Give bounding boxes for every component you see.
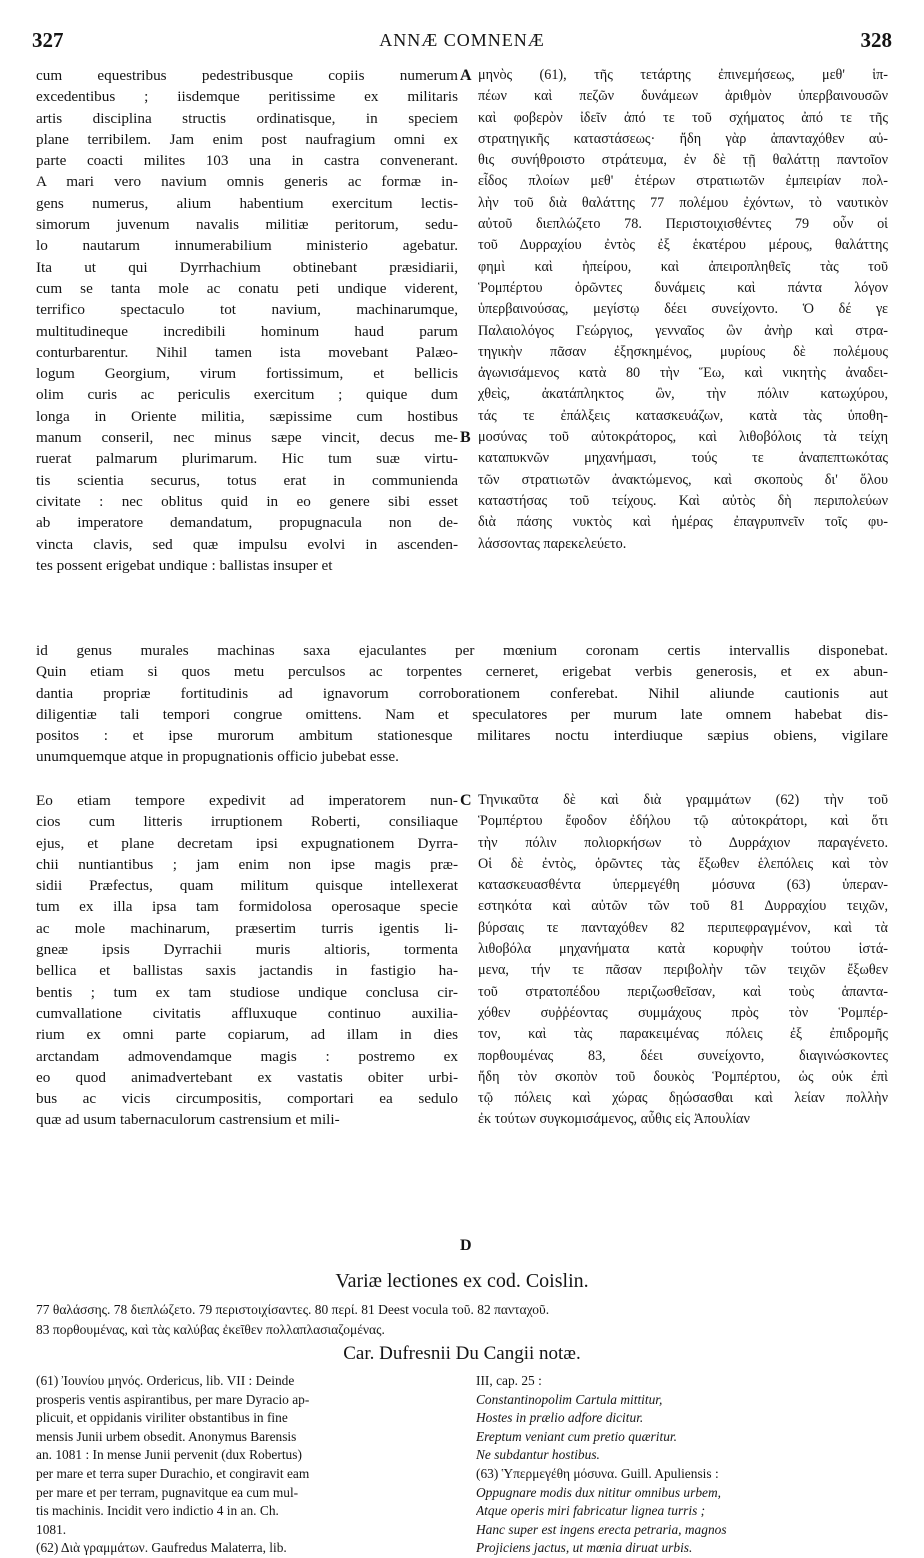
text-line: plane terribilem. Jam enim post naufragium omni ex	[36, 130, 458, 148]
text-line: πέων καὶ πεζῶν δυνάμεων ἀριθμὸν ὑπερβαινουσῶν	[478, 88, 888, 105]
text-line: Οἱ δὲ ἐντὸς, ὁρῶντες τὰς ἔξωθεν ἑλεπόλεις καὶ τὸν	[478, 855, 888, 872]
text-line: φημὶ καὶ ἠπείρου, καὶ ἀπειροπληθεῖς τὰς τοῦ	[478, 258, 888, 275]
note-line: an. 1081 : In mense Junii pervenit (dux Robertus)	[36, 1447, 302, 1463]
text-line: bentis ; tum ex tam studiose undique conclusa cir-	[36, 983, 458, 1001]
margin-marker-a: A	[460, 67, 472, 84]
text-line: tis scientia securus, totus erat in communienda	[36, 471, 458, 489]
text-line: cios cum litteris irruptionem Roberti, consiliaque	[36, 813, 458, 831]
text-line: κατασκευασθέντα ὑπερμεγέθη μόσυνα (63) ὑπεραν-	[478, 877, 888, 894]
text-line: artis disciplina structis ordinatisque, in speciem	[36, 109, 458, 127]
note-line: plicuit, et oppidanis viriliter obstantibus in fine	[36, 1410, 288, 1426]
text-line: logum Georgium, virum fortissimum, et bellicis	[36, 365, 458, 383]
note-line: Ne subdantur hostibus.	[476, 1447, 600, 1463]
text-line: olim curis ac periculis exercitum ; quique dum	[36, 386, 458, 404]
greek-column-bottom	[478, 790, 888, 1131]
text-line: θις συνήθροιστο στράτευμα, ἐν δὲ τῇ θαλάττῃ παντοῖον	[478, 152, 888, 169]
text-line: λάσσοντας παρεκελεύετο.	[478, 535, 627, 552]
text-line: ruerat palmarum plurimarum. Hic tum suæ virtu-	[36, 450, 458, 468]
text-line: τοῦ Δυρραχίου ἐντὸς ἐξ ἑκατέρου μέρους, θαλάττης	[478, 237, 888, 254]
text-line: τῷ πόλεις καὶ χώρας δῃώσασθαι καὶ λείαν πολλὴν	[478, 1090, 888, 1107]
note-line: tis machinis. Incidit vero indictio 4 in an. Ch.	[36, 1503, 279, 1519]
text-line: καὶ φοβερὸν ἰδεῖν ἀπό τε τοῦ σχήματος ἀπό τε τῆς	[478, 109, 888, 126]
text-line: id genus murales machinas saxa ejaculantes per mœnium coronam certis intervallis disponebat.	[36, 642, 888, 659]
text-line: multitudineque incredibili hominum haud parum	[36, 322, 458, 340]
text-line: Ῥομπέρτου ἔφοδον ἐδήλου τῷ αὐτοκράτορι, καὶ ὅτι	[478, 813, 888, 830]
text-line: vincta clavis, sed quæ impulsu evolvi in ascenden-	[36, 535, 458, 553]
text-line: Παλαιολόγος Γεώργιος, γενναῖος ὢν ἀνὴρ καὶ στρα-	[478, 322, 888, 339]
running-title: ANNÆ COMNENÆ	[379, 30, 545, 50]
note-line: Hanc super est ingens erecta petraria, magnos	[476, 1521, 727, 1537]
text-line: Quin etiam si quos metu perculsos ac torpentes cerneret, erigebat verbis generosis, et ex abun-	[36, 663, 888, 681]
note-line: Oppugnare modis dux nititur omnibus urbem,	[476, 1484, 721, 1500]
greek-column-top	[478, 65, 888, 555]
latin-column-bottom	[36, 790, 458, 1131]
text-line: μηνὸς (61), τῆς τετάρτης ἐπινεμήσεως, μεθ' ἱπ-	[478, 67, 888, 83]
note-line: mensis Junii urbem obsedit. Anonymus Barensis	[36, 1428, 297, 1444]
text-line: ἀγωνισάμενος κατὰ 80 τὴν Ἕω, καὶ νικητὴς ἀναδει-	[478, 365, 888, 382]
text-line: Ῥομπέρτου ὁρῶντες δυνάμεις καὶ πάντα λόγον	[478, 279, 888, 296]
variae-lectiones-heading: Variæ lectiones ex cod. Coislin.	[335, 1270, 589, 1292]
text-line: 83 πορθουμένας, καὶ τὰς καλύβας ἐκεῖθεν πολλαπλασιαζομένας.	[36, 1322, 385, 1337]
text-line: εστηκότα καὶ αὐτῶν τῶν τοῦ 81 Δυρραχίου τειχῶν,	[478, 898, 888, 915]
text-line: civitate : nec oblitus quid in eo genere sibi esset	[36, 492, 458, 510]
variae-lectiones-list	[36, 1300, 888, 1340]
text-line: χθεὶς, ἀκατάπληκτος ὢν, τὴν πόλιν κατωχύρου,	[478, 386, 888, 403]
text-line: quæ ad usum tabernaculorum castrensium et mili-	[36, 1111, 340, 1129]
notes-column-right	[476, 1372, 888, 1558]
note-line: Hostes in prælio adfore dicitur.	[476, 1410, 644, 1426]
text-line: excedentibus ; iisdemque peritissime ex militaris	[36, 88, 458, 106]
text-line: eo quod animadvertebant ex vastatis obiter urbi-	[36, 1068, 458, 1086]
text-line: τῶν στρατιωτῶν ἀνακτώμενος, καὶ σκοποὺς δι' ὅλου	[478, 471, 888, 488]
text-line: καταστήσας τοῦ τείχους. Καὶ αὐτὸς δὴ περιπολεύων	[478, 492, 888, 509]
text-line: gneæ ipsis Dyrrachii muris altioris, tormenta	[36, 941, 458, 959]
text-line: ὑπερβαινούσας, μεγίστῳ δέει συνείχοντο. Ὁ δέ γε	[478, 301, 888, 318]
text-line: gens numerus, alium habentium exercitum lectis-	[36, 194, 458, 212]
text-line: εἶδος πλοίων μεθ' ἑτέρων στρατιωτῶν ἐμπειρίαν πολ-	[478, 173, 888, 190]
text-line: bellica et ballistas saxis jactandis in fastigio ha-	[36, 962, 458, 980]
note-line: Constantinopolim Cartula mittitur,	[476, 1391, 663, 1407]
text-line: positos : et ipse murorum ambitum stationesque militares noctu interdiuque sæpius obiens, vigilare	[36, 727, 888, 745]
text-line: λιθοβόλα μηχανήματα κατὰ κορυφὴν τούτου ἱστά-	[478, 941, 888, 958]
text-line: rium ex omni parte copiarum, ad illam in dies	[36, 1026, 458, 1044]
text-line: μοσύνας τοῦ αὐτοκράτορος, καὶ λιθοβόλοις τὰ τείχη	[478, 429, 888, 446]
text-line: αὐτοῦ διεπλώζετο 78. Περιστοιχισθέντες 79 οὖν οἱ	[478, 216, 888, 233]
text-line: cum equestribus pedestribusque copiis numerum	[36, 67, 458, 84]
text-line: lo nautarum innumerabilium ministerio agebatur.	[36, 237, 458, 255]
text-line: τοῦ στρατοπέδου περιζωσθεῖσαν, καὶ τοὺς ἁπαντα-	[478, 983, 888, 1000]
text-line: cumvallatione civitatis affluxuque continuo auxilia-	[36, 1004, 458, 1022]
text-line: ἤδη τὸν σκοπὸν τοῦ δουκὸς Ῥομπέρτου, ὡς οὐκ ἐπὶ	[478, 1068, 888, 1085]
text-line: ἐκ τούτων συγκομισάμενος, αὖθις εἰς Ἀπουλίαν	[478, 1111, 750, 1128]
margin-marker-b: B	[460, 429, 471, 446]
page-number-right: 328	[860, 28, 892, 52]
text-line: Τηνικαῦτα δὲ καὶ διὰ γραμμάτων (62) τὴν τοῦ	[478, 792, 888, 808]
note-line: (61) Ἰουνίου μηνός. Ordericus, lib. VII : Deinde	[36, 1373, 295, 1388]
text-line: A mari vero navium omnis generis ac formæ in-	[36, 173, 458, 191]
note-line: per mare et per terram, pugnavitque ea cum mul-	[36, 1484, 299, 1500]
note-line: (63) Ὑπερμεγέθη μόσυνα. Guill. Apuliensis :	[476, 1465, 719, 1481]
text-line: arctandam admovendamque magis : postremo ex	[36, 1047, 458, 1065]
text-line: Ita ut qui Dyrrhachium obtinebant præsidiarii,	[36, 258, 458, 276]
text-line: καταπυκνῶν μηχανήμασι, τούς τε ἀναπεπτωκότας	[478, 450, 888, 467]
text-line: unumquemque atque in propugnationis officio jubebat esse.	[36, 748, 399, 766]
text-line: στρατηγικῆς καταστάσεως· ἤδη γὰρ ἁπανταχόθεν αὐ-	[478, 130, 888, 147]
page-number-left: 327	[32, 28, 64, 52]
text-line: manum conseril, nec minus sæpe vincit, decus me-	[36, 429, 458, 447]
text-line: ejus, et plane decretam ipsi expugnationem Dyrra-	[36, 834, 458, 852]
text-line: χόθεν συῤῥέοντας συμμάχους πρὸς τὸν Ῥομπέρ-	[478, 1004, 888, 1021]
text-line: longa in Oriente militia, sæpissime cum hostibus	[36, 407, 458, 425]
text-line: tes possent erigebat undique : ballistas insuper et	[36, 556, 333, 574]
margin-marker-d: D	[460, 1237, 472, 1254]
text-line: πορθουμένας 83, δέει συνείχοντο, διαγινώσκοντες	[478, 1047, 888, 1064]
text-line: conturbarentur. Nihil tamen ista movebant Palæo-	[36, 343, 458, 361]
note-line: Projiciens jactus, ut mœnia diruat urbis.	[476, 1540, 693, 1556]
text-line: parte coacti milites 103 una in castra convenerant.	[36, 152, 458, 170]
text-line: τηγικὴν πᾶσαν ἐξησκημένος, μυρίους δὲ πολέμους	[478, 343, 888, 360]
text-line: chii nuntiantibus ; jam enim non ipse magis præ-	[36, 855, 458, 873]
margin-marker-c: C	[460, 792, 472, 809]
text-line: μενα, τήν τε πᾶσαν περιβολὴν τῶν τειχῶν ἔξωθεν	[478, 962, 888, 979]
page-header	[0, 28, 924, 58]
notes-column-left	[36, 1372, 454, 1558]
note-line: 1081.	[36, 1521, 67, 1537]
text-line: terrifico spectaculo tot navium, machinarumque,	[36, 301, 458, 319]
text-line: simorum juvenum navalis militiæ peritorum, sedu-	[36, 216, 458, 234]
note-line: III, cap. 25 :	[476, 1373, 542, 1388]
text-line: τὴν πόλιν πολιορκήσων τὸ Δυρράχιον παραγένετο.	[478, 834, 888, 851]
text-line: ac mole machinarum, præsertim turris igentis li-	[36, 919, 458, 937]
text-line: diligentiæ tali tempori congrue omittens. Nam et speculatores per murum late omnem habebat dis-	[36, 705, 888, 723]
text-line: tum ex illa ipsa tam formidolosa operosaque specie	[36, 898, 458, 916]
text-line: Eo etiam tempore expedivit ad imperatorem nun-	[36, 792, 458, 809]
text-line: ab imperatore demandatum, propugnacula non de-	[36, 514, 458, 532]
text-line: 77 θαλάσσης. 78 διεπλώζετο. 79 περιστοιχίσαντες. 80 περί. 81 Deest vocula τοῦ. 82 πανταχοῦ.	[36, 1302, 550, 1317]
note-line: (62) Διὰ γραμμάτων. Gaufredus Malaterra, lib.	[36, 1540, 287, 1556]
text-line: τάς τε ἐπάλξεις κατασκευάζων, κατὰ τὰς ὑποθη-	[478, 407, 888, 424]
text-line: cum se tanta mole ac conatu peti undique viderent,	[36, 279, 458, 297]
note-line: Ereptum veniant cum pretio quæritur.	[476, 1428, 677, 1444]
text-line: λὴν τοῦ διὰ θαλάττης 77 πολέμου ἐχόντων, τὸ ναυτικὸν	[478, 194, 888, 211]
latin-full-width-passage	[36, 640, 888, 768]
text-line: sidii Præfectus, quam militum quisque intellexerat	[36, 877, 458, 895]
text-line: τον, καὶ τὰς παρακειμένας πόλεις ἐξ ἐπιδρομῆς	[478, 1026, 888, 1043]
latin-column-top	[36, 65, 458, 576]
note-line: per mare et terra super Durachio, et congiravit eam	[36, 1465, 310, 1481]
text-line: βύρσαις τε πανταχόθεν 82 περιπεφραγμένον, καὶ τὰ	[478, 919, 888, 936]
notes-heading: Car. Dufresnii Du Cangii notæ.	[343, 1343, 581, 1364]
note-line: prosperis ventis aspirantibus, per mare Dyracio ap-	[36, 1391, 310, 1407]
text-line: διὰ πάσης νυκτὸς καὶ ἡμέρας ἐπαγρυπνεῖν τοῖς φυ-	[478, 514, 888, 531]
text-line: dantia propriæ fortitudinis ad ignavorum corroborationem conferebat. Nihil aliunde cautionis aut	[36, 684, 888, 702]
text-line: bus ac vicis circumpositis, comportari ea sedulo	[36, 1090, 458, 1108]
note-line: Atque operis miri fabricatur lignea turris ;	[476, 1503, 706, 1519]
